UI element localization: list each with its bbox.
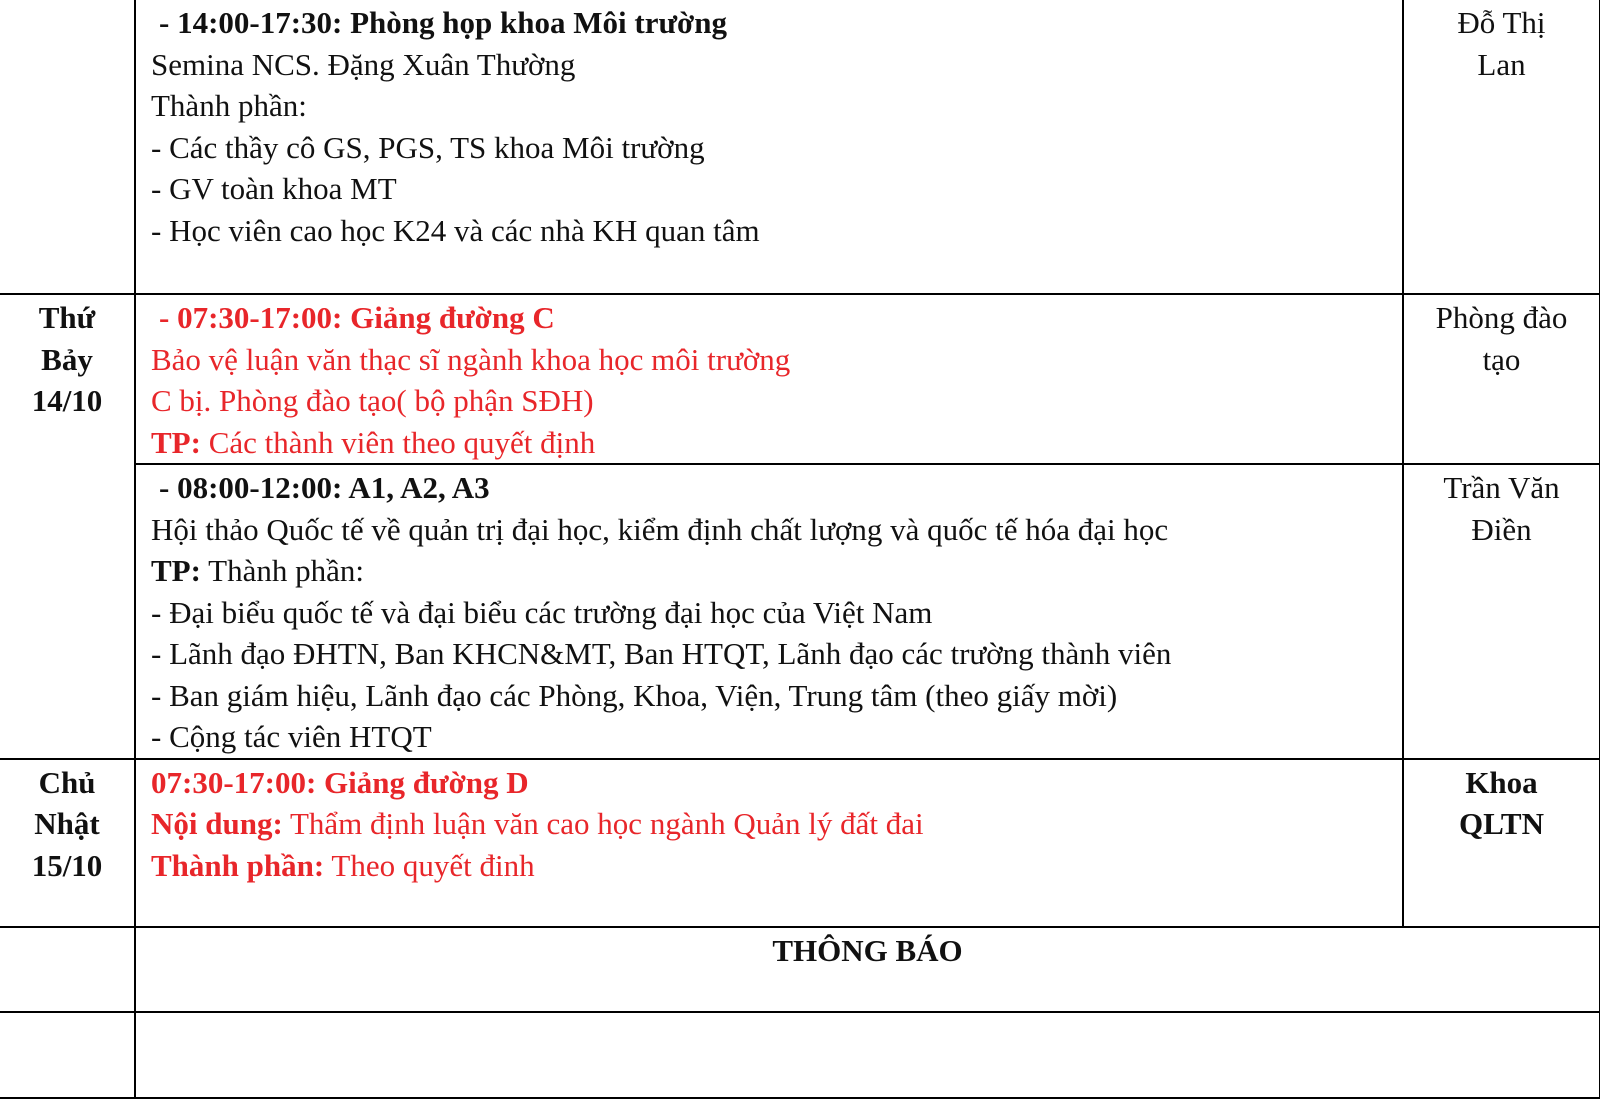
event-heading: - 08:00-12:00: A1, A2, A3 bbox=[159, 470, 490, 505]
participants-text: Các thành viên theo quyết định bbox=[200, 424, 596, 460]
event-line: Semina NCS. Đặng Xuân Thường bbox=[151, 46, 576, 82]
notice-body bbox=[135, 1012, 1600, 1098]
event-line: - Ban giám hiệu, Lãnh đạo các Phòng, Khoa, Viện, Trung tâm (theo giấy mời) bbox=[151, 677, 1118, 713]
responsible-name: Phòng đào bbox=[1435, 300, 1568, 335]
notice-row bbox=[0, 927, 1600, 1012]
content-text: Thẩm định luận văn cao học ngành Quản lý đất đai bbox=[282, 806, 924, 841]
event-line: - Cộng tác viên HTQT bbox=[151, 719, 432, 754]
responsible-name: Đỗ Thị bbox=[1457, 5, 1546, 40]
notice-title: THÔNG BÁO bbox=[135, 927, 1600, 1012]
day-date: 15/10 bbox=[31, 847, 103, 883]
event-line: - Lãnh đạo ĐHTN, Ban KHCN&MT, Ban HTQT, Lãnh đạo các trường thành viên bbox=[151, 636, 1172, 671]
participants-label: TP: bbox=[151, 424, 201, 460]
event-participants bbox=[151, 422, 1398, 464]
event-line: Hội thảo Quốc tế về quản trị đại học, kiểm định chất lượng và quốc tế hóa đại học bbox=[151, 511, 1169, 547]
day-cell bbox=[0, 0, 135, 294]
responsible-name: QLTN bbox=[1458, 806, 1544, 841]
day-label: Chủ bbox=[38, 764, 96, 800]
responsible-cell bbox=[1403, 294, 1600, 464]
event-line: Thành phần: bbox=[151, 88, 307, 123]
responsible-name: tạo bbox=[1482, 341, 1521, 377]
day-cell-saturday bbox=[0, 294, 135, 759]
responsible-name: Lan bbox=[1477, 46, 1526, 82]
event-content bbox=[151, 803, 1398, 845]
day-label: Nhật bbox=[34, 806, 100, 841]
event-line: - Đại biểu quốc tế và đại biểu các trường đại học của Việt Nam bbox=[151, 594, 933, 630]
participants-text: Theo quyết đinh bbox=[324, 847, 535, 883]
responsible-name: Điền bbox=[1471, 511, 1532, 547]
event-participants bbox=[151, 845, 1398, 887]
event-cell bbox=[135, 759, 1403, 927]
event-heading: - 14:00-17:30: Phòng họp khoa Môi trường bbox=[159, 5, 727, 40]
participants-label: TP: bbox=[151, 553, 201, 588]
event-heading: 07:30-17:00: Giảng đường D bbox=[151, 764, 529, 800]
day-label: Thứ bbox=[38, 300, 96, 335]
event-line: - GV toàn khoa MT bbox=[151, 171, 397, 206]
responsible-name: Khoa bbox=[1465, 764, 1538, 800]
schedule-row bbox=[0, 464, 1600, 759]
participants-text: Thành phần: bbox=[200, 553, 364, 588]
schedule-row bbox=[0, 0, 1600, 294]
event-line: Bảo vệ luận văn thạc sĩ ngành khoa học môi trường bbox=[151, 341, 791, 377]
day-date: 14/10 bbox=[31, 383, 103, 418]
responsible-cell bbox=[1403, 759, 1600, 927]
event-cell bbox=[135, 0, 1403, 294]
content-label: Nội dung: bbox=[151, 806, 283, 841]
responsible-cell bbox=[1403, 0, 1600, 294]
notice-blank-cell bbox=[0, 1012, 135, 1098]
schedule-row bbox=[0, 294, 1600, 464]
event-cell bbox=[135, 294, 1403, 464]
event-line: C bị. Phòng đào tạo( bộ phận SĐH) bbox=[151, 383, 594, 418]
responsible-cell bbox=[1403, 464, 1600, 759]
responsible-name: Trần Văn bbox=[1443, 470, 1560, 505]
notice-body-row bbox=[0, 1012, 1600, 1098]
notice-blank-cell bbox=[0, 927, 135, 1012]
event-cell bbox=[135, 464, 1403, 759]
day-label: Bảy bbox=[41, 341, 93, 377]
event-heading: - 07:30-17:00: Giảng đường C bbox=[159, 300, 555, 335]
event-line: - Các thầy cô GS, PGS, TS khoa Môi trường bbox=[151, 129, 705, 165]
day-cell-sunday bbox=[0, 759, 135, 927]
participants-label: Thành phần: bbox=[151, 847, 325, 883]
event-line: - Học viên cao học K24 và các nhà KH quan tâm bbox=[151, 212, 760, 248]
schedule-row bbox=[0, 759, 1600, 927]
event-participants bbox=[151, 550, 1398, 592]
